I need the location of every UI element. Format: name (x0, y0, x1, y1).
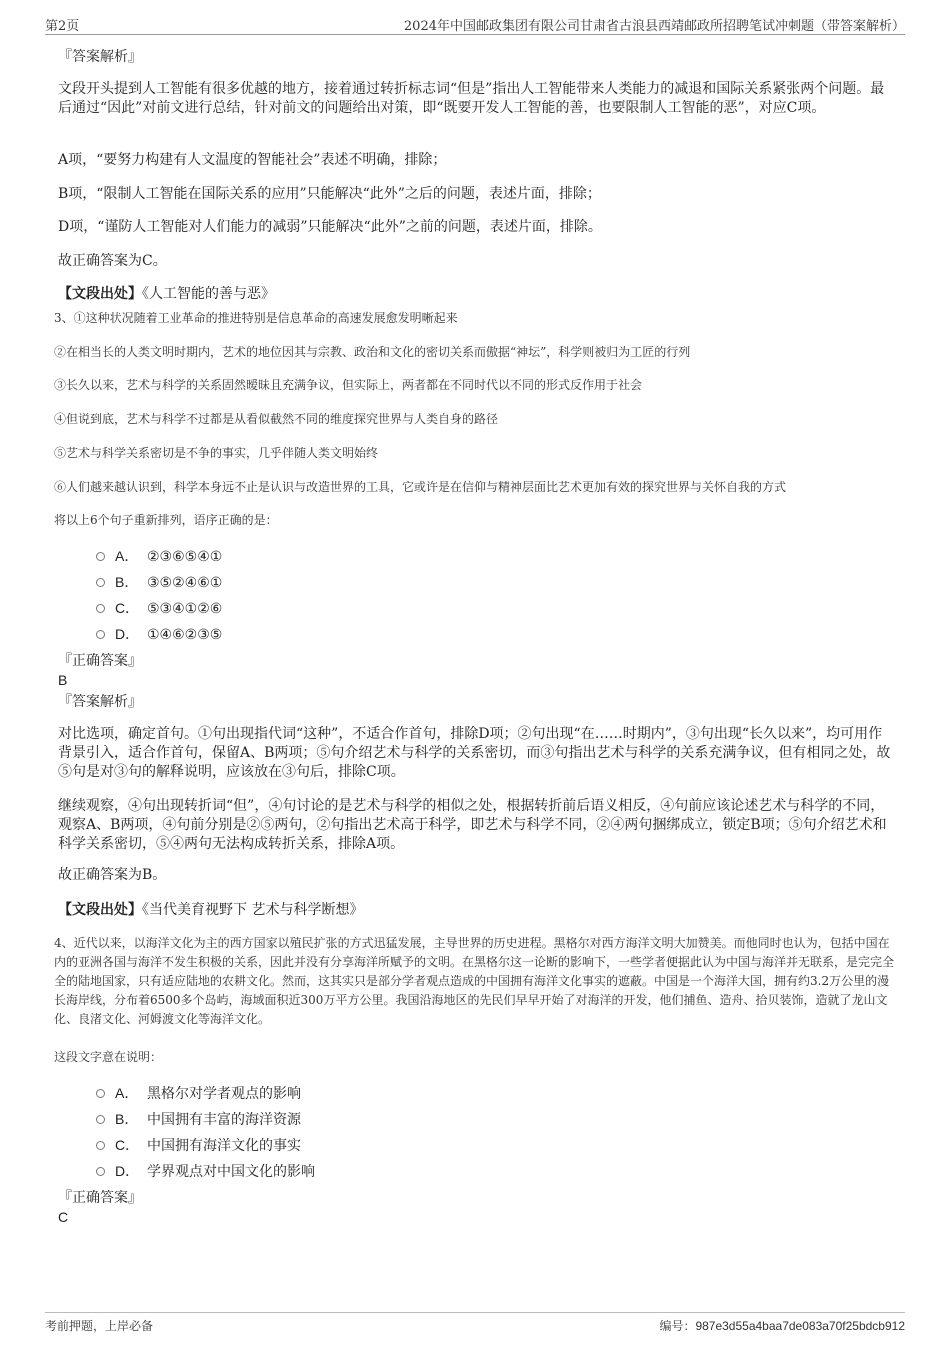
option-text: 中国拥有海洋文化的事实 (147, 1138, 301, 1154)
q2-source-title: 《人工智能的善与恶》 (142, 286, 275, 302)
q3-sentence-5: ⑤艺术与科学关系密切是不争的事实，几乎伴随人类文明始终 (54, 446, 379, 460)
q4-stem: 4、近代以来，以海洋文化为主的西方国家以殖民扩张的方式迅猛发展，主导世界的历史进程。黑格尔对西方海洋文明大加赞美。而他同时也认为，包括中国在内的亚洲各国与海洋不发生积极的关系，因此并没有分享海洋所赋予的文明。在黑格尔这一论断的影响下，一些学者便据此认为中国与海洋并无联系，是完完全全的陆地国家，只有适应陆地的农耕文化。然而，这其实只是部分学者观点造成的中国拥有海洋文化事实的遮蔽。中国是一个海洋大国，拥有约3.2万公里的漫长海岸线，分布着6500多个岛屿，海域面积近300万平方公里。我国沿海地区的先民们早早开始了对海洋的开发，他们捕鱼、造舟、拾贝装饰，造就了龙山文化、良渚文化、河姆渡文化等海洋文化。 (54, 936, 895, 1026)
q2-analysis-paragraph-1: 文段开头提到人工智能有很多优越的地方，接着通过转折标志词“但是”指出人工智能带来人类能力的减退和国际关系紧张两个问题。最后通过“因此”对前文进行总结，针对前文的问题给出对策，即“既要开发人工智能的善，也要限制人工智能的恶”，对应C项。 (58, 81, 885, 116)
page-footer (45, 1312, 905, 1337)
q3-analysis-paragraph-1: 对比选项，确定首句。①句出现指代词“这种”，不适合作首句，排除D项；②句出现“在……时期内”，③句出现“长久以来”，均可用作背景引入，适合作首句，保留A、B两项；⑤句介绍艺术与科学的关系密切，而③句指出艺术与科学的关系充满争议，但有相同之处，故⑤句是对③句的解释说明，应该放在③句后，排除C项。 (58, 726, 891, 780)
q3-sentence-4: ④但说到底，艺术与科学不过都是从看似截然不同的维度探究世界与人类自身的路径 (54, 412, 499, 426)
q3-answer: B (58, 672, 68, 688)
q3-option-c[interactable] (96, 598, 222, 618)
q4-answer-label: 『正确答案』 (58, 1190, 142, 1206)
q3-sentence-6: ⑥人们越来越认识到，科学本身远不止是认识与改造世界的工具，它或许是在信仰与精神层面比艺术更加有效的探究世界与关怀自我的方式 (54, 480, 787, 494)
q3-option-b[interactable] (96, 572, 222, 592)
q3-option-d[interactable] (96, 624, 222, 644)
q4-option-d[interactable] (96, 1161, 315, 1181)
option-letter: B． (115, 1111, 139, 1127)
option-letter: C． (115, 600, 140, 616)
radio-button-icon[interactable] (96, 604, 105, 613)
q4-option-a[interactable] (96, 1083, 301, 1103)
radio-button-icon[interactable] (96, 630, 105, 639)
q3-prompt: 将以上6个句子重新排列，语序正确的是： (54, 513, 278, 527)
q4-option-b[interactable] (96, 1109, 301, 1129)
radio-button-icon[interactable] (96, 1167, 105, 1176)
radio-button-icon[interactable] (96, 578, 105, 587)
q3-source (58, 901, 363, 920)
q4-answer: C (58, 1209, 69, 1225)
option-text: ①④⑥②③⑤ (147, 627, 223, 643)
q3-sentence-3: ③长久以来，艺术与科学的关系固然暧昧且充满争议，但实际上，两者都在不同时代以不同的形式反作用于社会 (54, 378, 643, 392)
radio-button-icon[interactable] (96, 1141, 105, 1150)
option-text: 黑格尔对学者观点的影响 (147, 1086, 301, 1102)
q2-analysis-paragraph-4: D项，“谨防人工智能对人们能力的减弱”只能解决“此外”之前的问题，表述片面，排除。 (58, 219, 602, 235)
q3-analysis-label: 『答案解析』 (58, 694, 142, 710)
option-text: 学界观点对中国文化的影响 (147, 1164, 315, 1180)
option-letter: D． (115, 1163, 140, 1179)
document-title: 2024年中国邮政集团有限公司甘肃省古浪县西靖邮政所招聘笔试冲刺题（带答案解析） (403, 19, 905, 34)
option-letter: B． (115, 574, 139, 590)
q2-source-label: 【文段出处】 (58, 286, 142, 302)
q3-source-label: 【文段出处】 (58, 902, 142, 918)
q3-option-a[interactable] (96, 546, 222, 566)
option-text: ②③⑥⑤④① (147, 549, 223, 565)
q3-source-title: 《当代美育视野下 艺术与科学断想》 (142, 902, 364, 918)
option-letter: D． (115, 626, 140, 642)
document-code: 编号：987e3d55a4baa7de083a70f25bdcb912 (659, 1319, 905, 1333)
q4-prompt: 这段文字意在说明： (54, 1050, 163, 1064)
option-letter: A． (115, 548, 139, 564)
radio-button-icon[interactable] (96, 552, 105, 561)
q2-source (58, 285, 275, 304)
q3-sentence-1: 3、①这种状况随着工业革命的推进特别是信息革命的高速发展愈发明晰起来 (54, 311, 458, 325)
footer-slogan: 考前押题，上岸必备 (45, 1319, 154, 1333)
q3-analysis-paragraph-3: 故正确答案为B。 (58, 867, 167, 883)
q2-analysis-paragraph-2: A项，“要努力构建有人文温度的智能社会”表述不明确，排除； (58, 152, 447, 168)
radio-button-icon[interactable] (96, 1089, 105, 1098)
option-letter: C． (115, 1137, 140, 1153)
radio-button-icon[interactable] (96, 1115, 105, 1124)
q3-sentence-2: ②在相当长的人类文明时期内，艺术的地位因其与宗教、政治和文化的密切关系而傲据“神坛”，科学则被归为工匠的行列 (54, 345, 691, 359)
q2-analysis-paragraph-3: B项，“限制人工智能在国际关系的应用”只能解决“此外”之后的问题，表述片面，排除； (58, 186, 601, 202)
page-header (45, 12, 905, 35)
q3-analysis-paragraph-2: 继续观察，④句出现转折词“但”，④句讨论的是艺术与科学的相似之处，根据转折前后语义相反，④句前应该论述艺术与科学的不同，观察A、B两项，④句前分别是②⑤两句，②句指出艺术高于科学，即艺术与科学不同，②④两句捆绑成立，锁定B项；⑤句介绍艺术和科学关系密切，⑤④两句无法构成转折关系，排除A项。 (58, 798, 887, 852)
option-text: ⑤③④①②⑥ (147, 601, 223, 617)
option-text: 中国拥有丰富的海洋资源 (147, 1112, 301, 1128)
option-letter: A． (115, 1085, 139, 1101)
q4-option-c[interactable] (96, 1135, 301, 1155)
option-text: ③⑤②④⑥① (147, 575, 223, 591)
page-number: 第2页 (45, 19, 80, 34)
q3-answer-label: 『正确答案』 (58, 653, 142, 669)
q2-analysis-label: 『答案解析』 (58, 49, 142, 65)
q2-analysis-paragraph-5: 故正确答案为C。 (58, 253, 167, 269)
